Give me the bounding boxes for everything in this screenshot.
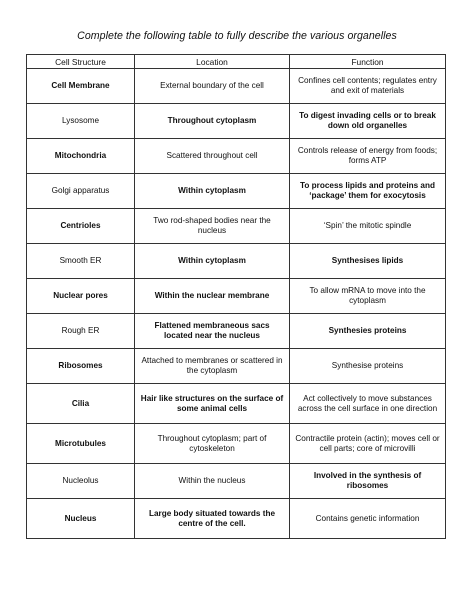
table-row — [27, 279, 446, 314]
table-row — [27, 209, 446, 244]
table-row — [27, 464, 446, 499]
header-location: Location — [135, 55, 290, 69]
structure-cell: Cilia — [27, 384, 135, 424]
function-cell: Act collectively to move substances across the cell surface in one direction — [290, 384, 446, 424]
function-cell: Contractile protein (actin); moves cell or cell parts; core of microvilli — [290, 424, 446, 464]
structure-cell: Centrioles — [27, 209, 135, 244]
structure-cell: Nuclear pores — [27, 279, 135, 314]
location-cell: Attached to membranes or scattered in the cytoplasm — [135, 349, 290, 384]
function-cell: Synthesise proteins — [290, 349, 446, 384]
table-row — [27, 104, 446, 139]
table-row — [27, 349, 446, 384]
table-row — [27, 384, 446, 424]
table-row — [27, 139, 446, 174]
location-cell: Within the nuclear membrane — [135, 279, 290, 314]
structure-cell: Ribosomes — [27, 349, 135, 384]
location-cell: Within the nucleus — [135, 464, 290, 499]
table-row — [27, 174, 446, 209]
location-cell: Scattered throughout cell — [135, 139, 290, 174]
structure-cell: Lysosome — [27, 104, 135, 139]
function-cell: Confines cell contents; regulates entry and exit of materials — [290, 69, 446, 104]
structure-cell: Cell Membrane — [27, 69, 135, 104]
table-row — [27, 424, 446, 464]
function-cell: To digest invading cells or to break down old organelles — [290, 104, 446, 139]
structure-cell: Golgi apparatus — [27, 174, 135, 209]
worksheet-title: Complete the following table to fully describe the various organelles — [77, 30, 397, 42]
function-cell: ‘Spin’ the mitotic spindle — [290, 209, 446, 244]
location-cell: Throughout cytoplasm; part of cytoskeleton — [135, 424, 290, 464]
location-cell: Large body situated towards the centre of the cell. — [135, 499, 290, 539]
header-cell-structure: Cell Structure — [27, 55, 135, 69]
function-cell: Contains genetic information — [290, 499, 446, 539]
structure-cell: Nucleus — [27, 499, 135, 539]
location-cell: Within cytoplasm — [135, 244, 290, 279]
structure-cell: Rough ER — [27, 314, 135, 349]
structure-cell: Smooth ER — [27, 244, 135, 279]
function-cell: Synthesies proteins — [290, 314, 446, 349]
location-cell: Two rod-shaped bodies near the nucleus — [135, 209, 290, 244]
header-row — [27, 55, 446, 69]
function-cell: Synthesises lipids — [290, 244, 446, 279]
location-cell: Within cytoplasm — [135, 174, 290, 209]
table-row — [27, 314, 446, 349]
structure-cell: Nucleolus — [27, 464, 135, 499]
location-cell: Hair like structures on the surface of some animal cells — [135, 384, 290, 424]
table-row — [27, 499, 446, 539]
header-function: Function — [290, 55, 446, 69]
table-row — [27, 69, 446, 104]
function-cell: Involved in the synthesis of ribosomes — [290, 464, 446, 499]
structure-cell: Microtubules — [27, 424, 135, 464]
function-cell: Controls release of energy from foods; forms ATP — [290, 139, 446, 174]
function-cell: To process lipids and proteins and ‘package’ them for exocytosis — [290, 174, 446, 209]
structure-cell: Mitochondria — [27, 139, 135, 174]
organelles-table — [26, 54, 446, 539]
location-cell: Flattened membraneous sacs located near the nucleus — [135, 314, 290, 349]
location-cell: External boundary of the cell — [135, 69, 290, 104]
table-row — [27, 244, 446, 279]
function-cell: To allow mRNA to move into the cytoplasm — [290, 279, 446, 314]
location-cell: Throughout cytoplasm — [135, 104, 290, 139]
